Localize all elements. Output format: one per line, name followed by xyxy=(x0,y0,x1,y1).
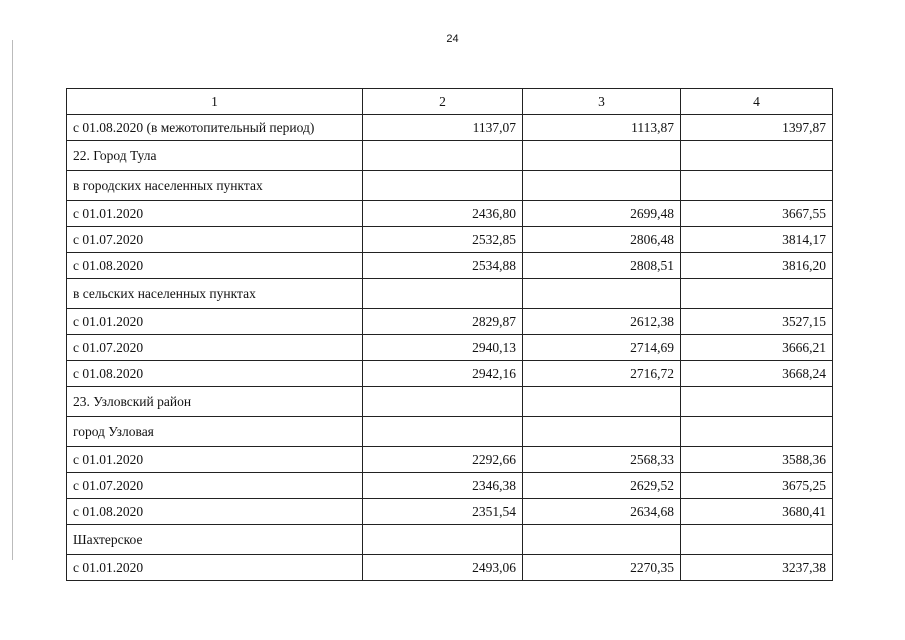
value-cell-col3: 2699,48 xyxy=(523,201,681,227)
value-cell-col4: 3588,36 xyxy=(681,447,833,473)
table-body xyxy=(67,115,833,581)
value-cell-col4 xyxy=(681,279,833,309)
value-cell-col3: 2629,52 xyxy=(523,473,681,499)
value-cell-col2 xyxy=(363,279,523,309)
value-cell-col2: 2942,16 xyxy=(363,361,523,387)
table-row xyxy=(67,309,833,335)
value-cell-col2: 2534,88 xyxy=(363,253,523,279)
value-cell-col3 xyxy=(523,417,681,447)
row-label: город Узловая xyxy=(67,417,363,447)
row-label: с 01.08.2020 xyxy=(67,253,363,279)
value-cell-col4: 3237,38 xyxy=(681,555,833,581)
table-row xyxy=(67,227,833,253)
value-cell-col4: 3814,17 xyxy=(681,227,833,253)
value-cell-col2: 2940,13 xyxy=(363,335,523,361)
value-cell-col3: 2806,48 xyxy=(523,227,681,253)
section-row xyxy=(67,171,833,201)
column-header-2: 2 xyxy=(363,89,523,115)
value-cell-col4 xyxy=(681,171,833,201)
value-cell-col2 xyxy=(363,525,523,555)
table-row xyxy=(67,473,833,499)
row-label: с 01.07.2020 xyxy=(67,335,363,361)
value-cell-col3 xyxy=(523,387,681,417)
value-cell-col2: 2829,87 xyxy=(363,309,523,335)
table-row xyxy=(67,361,833,387)
page-number: 24 xyxy=(446,33,459,45)
value-cell-col2: 2292,66 xyxy=(363,447,523,473)
value-cell-col2: 2532,85 xyxy=(363,227,523,253)
row-label: с 01.07.2020 xyxy=(67,473,363,499)
table-row xyxy=(67,115,833,141)
value-cell-col3: 2612,38 xyxy=(523,309,681,335)
row-label: Шахтерское xyxy=(67,525,363,555)
value-cell-col4 xyxy=(681,525,833,555)
column-header-3: 3 xyxy=(523,89,681,115)
value-cell-col2 xyxy=(363,141,523,171)
value-cell-col2: 2436,80 xyxy=(363,201,523,227)
value-cell-col4: 3668,24 xyxy=(681,361,833,387)
tariff-table xyxy=(66,88,833,581)
value-cell-col2: 1137,07 xyxy=(363,115,523,141)
row-label: с 01.01.2020 xyxy=(67,309,363,335)
value-cell-col4: 3667,55 xyxy=(681,201,833,227)
value-cell-col4: 1397,87 xyxy=(681,115,833,141)
row-label: с 01.01.2020 xyxy=(67,555,363,581)
section-row xyxy=(67,387,833,417)
row-label: в сельских населенных пунктах xyxy=(67,279,363,309)
scan-edge-mark xyxy=(12,40,13,560)
column-header-4: 4 xyxy=(681,89,833,115)
value-cell-col4 xyxy=(681,141,833,171)
value-cell-col4: 3666,21 xyxy=(681,335,833,361)
row-label: с 01.08.2020 xyxy=(67,499,363,525)
section-row xyxy=(67,417,833,447)
table-header-row xyxy=(67,89,833,115)
value-cell-col3: 2270,35 xyxy=(523,555,681,581)
value-cell-col2: 2351,54 xyxy=(363,499,523,525)
value-cell-col3: 2714,69 xyxy=(523,335,681,361)
value-cell-col2: 2346,38 xyxy=(363,473,523,499)
row-label: с 01.08.2020 (в межотопительный период) xyxy=(67,115,363,141)
value-cell-col3 xyxy=(523,141,681,171)
section-row xyxy=(67,525,833,555)
section-row xyxy=(67,279,833,309)
value-cell-col4: 3816,20 xyxy=(681,253,833,279)
row-label: 23. Узловский район xyxy=(67,387,363,417)
value-cell-col2: 2493,06 xyxy=(363,555,523,581)
row-label: с 01.07.2020 xyxy=(67,227,363,253)
value-cell-col2 xyxy=(363,171,523,201)
row-label: с 01.01.2020 xyxy=(67,201,363,227)
row-label: в городских населенных пунктах xyxy=(67,171,363,201)
value-cell-col3 xyxy=(523,525,681,555)
value-cell-col3 xyxy=(523,279,681,309)
value-cell-col2 xyxy=(363,387,523,417)
row-label: 22. Город Тула xyxy=(67,141,363,171)
section-row xyxy=(67,141,833,171)
value-cell-col3: 2634,68 xyxy=(523,499,681,525)
row-label: с 01.01.2020 xyxy=(67,447,363,473)
value-cell-col3: 1113,87 xyxy=(523,115,681,141)
value-cell-col4: 3675,25 xyxy=(681,473,833,499)
value-cell-col4 xyxy=(681,417,833,447)
table-row xyxy=(67,201,833,227)
value-cell-col4 xyxy=(681,387,833,417)
table-row xyxy=(67,555,833,581)
table-row xyxy=(67,447,833,473)
value-cell-col3: 2808,51 xyxy=(523,253,681,279)
column-header-1: 1 xyxy=(67,89,363,115)
value-cell-col4: 3680,41 xyxy=(681,499,833,525)
value-cell-col3: 2568,33 xyxy=(523,447,681,473)
table-row xyxy=(67,335,833,361)
value-cell-col3 xyxy=(523,171,681,201)
table-row xyxy=(67,499,833,525)
table-row xyxy=(67,253,833,279)
value-cell-col4: 3527,15 xyxy=(681,309,833,335)
value-cell-col3: 2716,72 xyxy=(523,361,681,387)
value-cell-col2 xyxy=(363,417,523,447)
row-label: с 01.08.2020 xyxy=(67,361,363,387)
